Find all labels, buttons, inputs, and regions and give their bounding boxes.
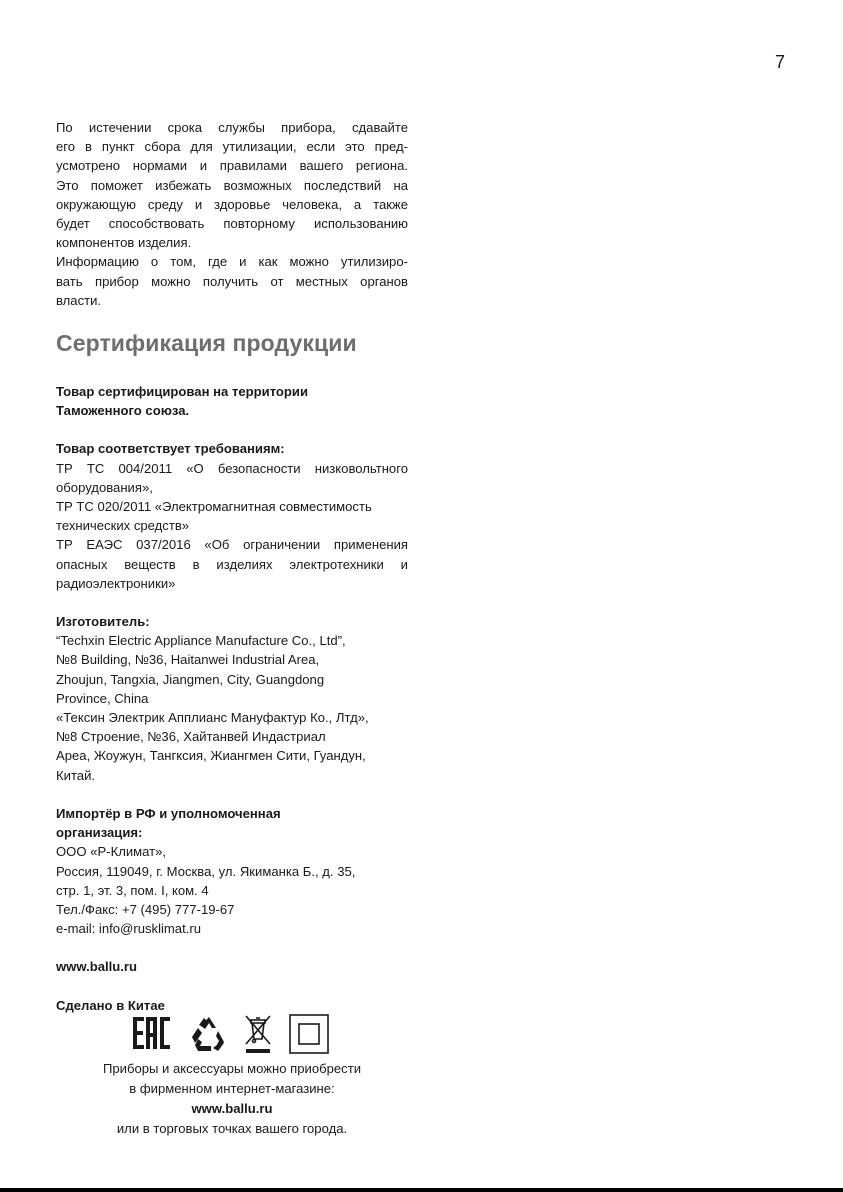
disposal-paragraph	[56, 118, 408, 310]
eac-logo	[131, 1013, 171, 1053]
text-line: радиоэлектроники»	[56, 575, 176, 591]
footer-line: или в торговых точках вашего города.	[116, 1121, 348, 1136]
footer-line: в фирменном интернет-магазине:	[129, 1081, 335, 1096]
text-line: оборудования»,	[56, 479, 153, 495]
requirements-heading: Товар соответствует требованиям:	[56, 441, 285, 457]
certified-statement	[56, 382, 408, 420]
text-line: ТР ТС 004/2011 «О безопасности низковольтного	[56, 460, 408, 476]
text-line: власти.	[56, 292, 102, 308]
requirements-block	[56, 439, 408, 593]
importer-heading: организация:	[56, 825, 143, 841]
text-line: опасных веществ в изделиях электротехники и	[56, 556, 408, 572]
text-line: окружающую среду и здоровье человека, а также	[56, 196, 408, 212]
text-line: его в пункт сбора для утилизации, если это пред-	[56, 139, 408, 155]
text-line: усмотрено нормами и правилами вашего региона.	[56, 158, 408, 174]
footer-website-link[interactable]: www.ballu.ru	[191, 1101, 273, 1116]
text-line: Китай.	[56, 767, 96, 783]
text-line: Россия, 119049, г. Москва, ул. Якиманка Б., д. 35,	[56, 863, 356, 879]
text-line: ООО «Р-Климат»,	[56, 844, 167, 860]
text-line: Информацию о том, где и как можно утилизиро-	[56, 254, 408, 270]
text-line: «Тексин Электрик Апплианс Мануфактур Ко., Лтд»,	[56, 710, 369, 726]
text-line: технических средств»	[56, 518, 190, 534]
footer-line: Приборы и аксессуары можно приобрести	[102, 1061, 362, 1076]
text-line: ТР ТС 020/2011 «Электромагнитная совместимость	[56, 499, 372, 515]
text-line: Таможенного союза.	[56, 403, 190, 419]
text-line: Тел./Факс: +7 (495) 777-19-67	[56, 901, 235, 917]
page-number: 7	[774, 52, 785, 72]
bottom-divider	[0, 1188, 843, 1192]
text-line: Province, China	[56, 690, 149, 706]
text-line: №8 Building, №36, Haitanwei Industrial Area,	[56, 652, 320, 668]
text-line: стр. 1, эт. 3, пом. I, ком. 4	[56, 882, 209, 898]
website-link[interactable]: www.ballu.ru	[56, 959, 137, 975]
text-line: будет способствовать повторному использованию	[56, 216, 408, 232]
text-line: Zhoujun, Tangxia, Jiangmen, City, Guangdong	[56, 671, 325, 687]
text-line: Ареа, Жоужун, Тангксия, Жиангмен Сити, Гуандун,	[56, 748, 366, 764]
text-line: вать прибор можно получить от местных органов	[56, 273, 408, 289]
recycle-icon	[189, 1015, 229, 1053]
text-line: По истечении срока службы прибора, сдавайте	[56, 120, 408, 135]
document-body	[56, 118, 408, 1015]
importer-heading: Импортёр в РФ и уполномоченная	[56, 805, 281, 821]
text-line: компонентов изделия.	[56, 235, 192, 251]
certification-logos	[131, 1013, 341, 1055]
text-line: №8 Строение, №36, Хайтанвей Индастриал	[56, 729, 326, 745]
crossed-bin-icon	[243, 1013, 273, 1055]
double-square-icon	[289, 1014, 329, 1054]
text-line: “Techxin Electric Appliance Manufacture Co., Ltd”,	[56, 633, 346, 649]
text-line: Товар сертифицирован на территории	[56, 384, 309, 400]
text-line: ТР ЕАЭС 037/2016 «Об ограничении применения	[56, 537, 408, 553]
manufacturer-block	[56, 612, 408, 785]
store-footer	[56, 1059, 408, 1139]
importer-block	[56, 804, 408, 938]
text-line: Это поможет избежать возможных последствий на	[56, 177, 408, 193]
email-text: e-mail: info@rusklimat.ru	[56, 921, 201, 937]
section-title: Сертификация продукции	[56, 330, 357, 357]
manufacturer-heading: Изготовитель:	[56, 614, 150, 630]
made-in-text: Сделано в Китае	[56, 997, 165, 1013]
